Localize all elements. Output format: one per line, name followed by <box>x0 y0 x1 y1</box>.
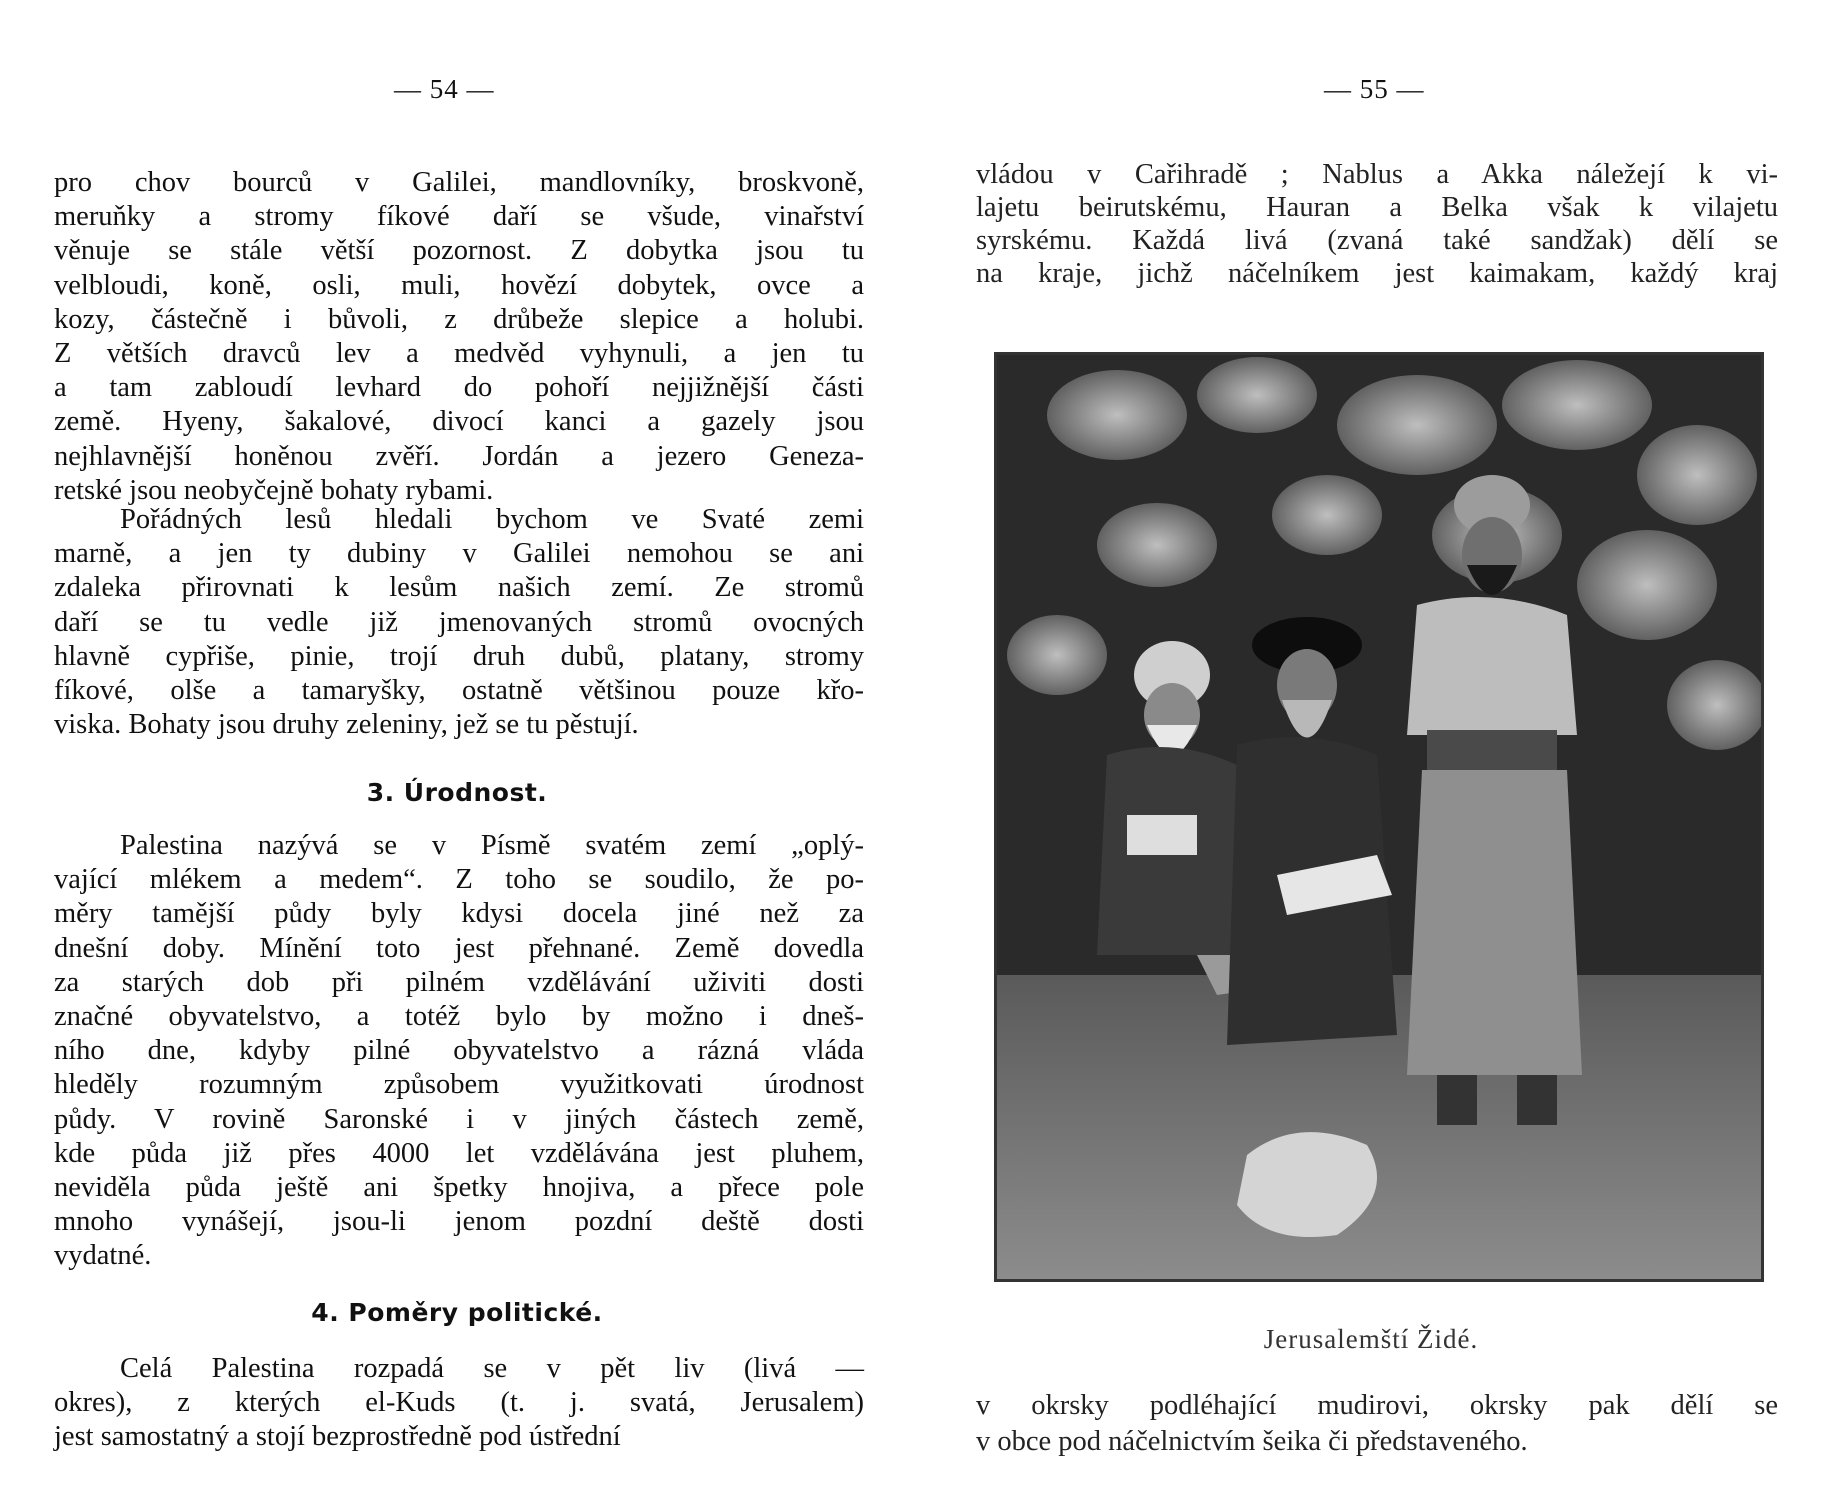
text-line: pro chov bourců v Galilei, mandlovníky, broskvoně, <box>54 167 864 198</box>
text-line: zdaleka přirovnati k lesům našich zemí. Ze stromů <box>54 572 864 604</box>
text-line: retské jsou neobyčejně bohaty rybami. <box>54 474 494 506</box>
text-line: Pořádných lesů hledali bychom ve Svaté zemi <box>120 504 864 535</box>
text-line: značné obyvatelstvo, a totéž bylo by možno i dneš- <box>54 1001 864 1032</box>
text-line: věnuje se stále větší pozornost. Z dobytka jsou tu <box>54 235 864 267</box>
photo-illustration <box>997 355 1761 1279</box>
text-line: země. Hyeny, šakalové, divocí kanci a gazely jsou <box>54 406 864 438</box>
text-line: ního dne, kdyby pilné obyvatelstvo a rázná vláda <box>54 1035 864 1067</box>
text-line: na kraje, jichž náčelníkem jest kaimakam, každý kraj <box>976 258 1778 289</box>
text-line: Celá Palestina rozpadá se v pět liv (livá — <box>120 1353 864 1384</box>
text-line: syrskému. Každá livá (zvaná také sandžak) dělí se <box>976 225 1778 256</box>
text-line: za starých dob při pilném vzdělávání uživiti dosti <box>54 966 864 998</box>
text-line: viska. Bohaty jsou druhy zeleniny, jež se tu pěstují. <box>54 709 639 741</box>
text-line: hlavně cypřiše, pinie, trojí druh dubů, platany, stromy <box>54 640 864 672</box>
text-line: v obce pod náčelnictvím šeika či představeného. <box>976 1426 1528 1457</box>
text-line: vydatné. <box>54 1240 152 1272</box>
text-line: kozy, částečně i bůvoli, z drůbeže slepice a holubi. <box>54 303 864 335</box>
text-line: meruňky a stromy fíkové daří se všude, vinařství <box>54 201 864 233</box>
photograph-jerusalem-jews <box>994 352 1764 1282</box>
right-page <box>914 0 1828 1500</box>
text-line: měry tamější půdy byly kdysi docela jiné než za <box>54 898 864 930</box>
text-line: Palestina nazývá se v Písmě svatém zemí „oplý- <box>120 830 864 861</box>
text-line: hleděly rozumným způsobem využitkovati úrodnost <box>54 1069 864 1101</box>
text-line: daří se tu vedle již jmenovaných stromů ovocných <box>54 606 864 638</box>
section-heading: 3. Úrodnost. <box>366 778 548 807</box>
text-line: Z větších dravců lev a medvěd vyhynuli, a jen tu <box>54 338 864 369</box>
text-line: půdy. V rovině Saronské i v jiných částech země, <box>54 1103 864 1135</box>
text-line: nejhlavnější honěnou zvěří. Jordán a jezero Geneza- <box>54 440 864 472</box>
page-number: — 55 — <box>1324 74 1425 104</box>
text-line: vládou v Cařihradě ; Nablus a Akka náležejí k vi- <box>976 159 1778 190</box>
text-line: marně, a jen ty dubiny v Galilei nemohou se ani <box>54 538 864 570</box>
page-number: — 54 — <box>394 74 495 104</box>
text-line: lajetu beirutskému, Hauran a Belka však k vilajetu <box>976 192 1778 223</box>
section-heading: 4. Poměry politické. <box>311 1298 603 1327</box>
text-line: v okrsky podléhající mudirovi, okrsky pak dělí se <box>976 1390 1778 1421</box>
text-line: okres), z kterých el-Kuds (t. j. svatá, Jerusalem) <box>54 1387 864 1419</box>
text-line: dnešní doby. Mínění toto jest přehnané. Země dovedla <box>54 932 864 964</box>
text-line: mnoho vynášejí, jsou-li jenom pozdní deště dosti <box>54 1206 864 1238</box>
text-line: neviděla půda ještě ani špetky hnojiva, a přece pole <box>54 1172 864 1203</box>
text-line: fíkové, olše a tamaryšky, ostatně většinou pouze křo- <box>54 675 864 706</box>
photo-caption: Jerusalemští Židé. <box>1263 1324 1479 1354</box>
text-line: kde půda již přes 4000 let vzdělávána jest pluhem, <box>54 1137 864 1169</box>
text-line: jest samostatný a stojí bezprostředně pod ústřední <box>54 1421 621 1453</box>
text-line: a tam zabloudí levhard do pohoří nejjižnější části <box>54 372 864 404</box>
text-line: velbloudi, koně, osli, muli, hovězí dobytek, ovce a <box>54 269 864 301</box>
text-line: vající mlékem a medem“. Z toho se soudilo, že po- <box>54 864 864 896</box>
